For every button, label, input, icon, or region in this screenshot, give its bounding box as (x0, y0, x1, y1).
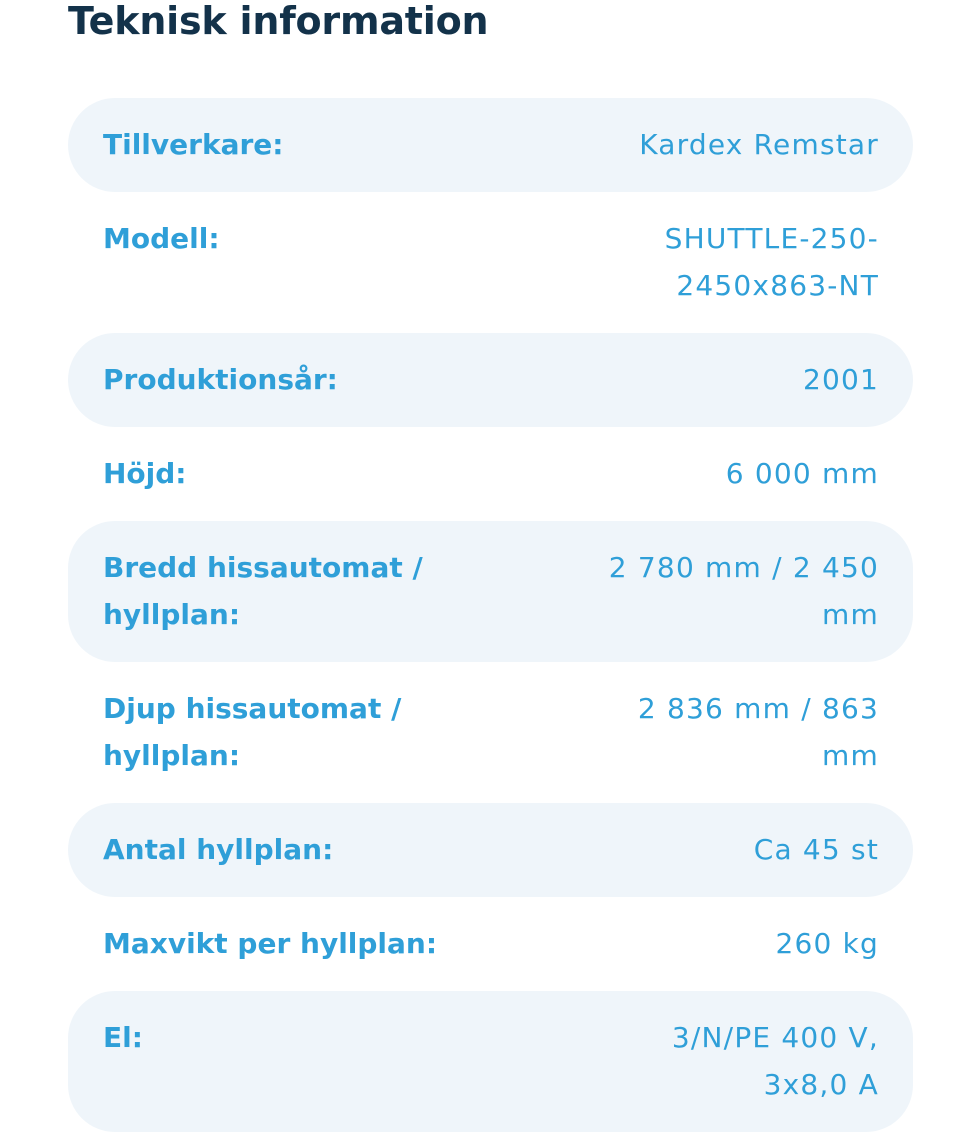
spec-row-width (68, 521, 913, 662)
spec-row-height (68, 427, 913, 521)
spec-label: Höjd: (103, 457, 187, 490)
spec-value: SHUTTLE-250-2450x863-NT (664, 222, 879, 302)
spec-table (68, 98, 913, 1132)
spec-row-model (68, 192, 913, 333)
section-title: Teknisk information (68, 0, 489, 43)
spec-label: Antal hyllplan: (103, 833, 334, 866)
spec-label: Produktionsår: (103, 363, 338, 396)
spec-value: 6 000 mm (725, 457, 879, 490)
spec-label: Bredd hissautomat / hyllplan: (103, 551, 423, 631)
spec-value: 260 kg (775, 927, 879, 960)
spec-label: Djup hissautomat / hyllplan: (103, 692, 402, 772)
spec-label: Modell: (103, 222, 220, 255)
spec-label: Tillverkare: (103, 128, 284, 161)
spec-label: Maxvikt per hyllplan: (103, 927, 438, 960)
spec-value: 2 836 mm / 863 mm (637, 692, 879, 772)
spec-value: 2 780 mm / 2 450 mm (608, 551, 879, 631)
spec-row-manufacturer (68, 98, 913, 192)
spec-label: El: (103, 1021, 143, 1054)
spec-row-shelf-count (68, 803, 913, 897)
spec-value: 2001 (802, 363, 879, 396)
spec-row-production-year (68, 333, 913, 427)
spec-row-electrical (68, 991, 913, 1132)
spec-row-depth (68, 662, 913, 803)
spec-row-max-weight (68, 897, 913, 991)
spec-value: Kardex Remstar (639, 128, 879, 161)
spec-value: Ca 45 st (753, 833, 879, 866)
spec-value: 3/N/PE 400 V, 3x8,0 A (671, 1021, 879, 1101)
